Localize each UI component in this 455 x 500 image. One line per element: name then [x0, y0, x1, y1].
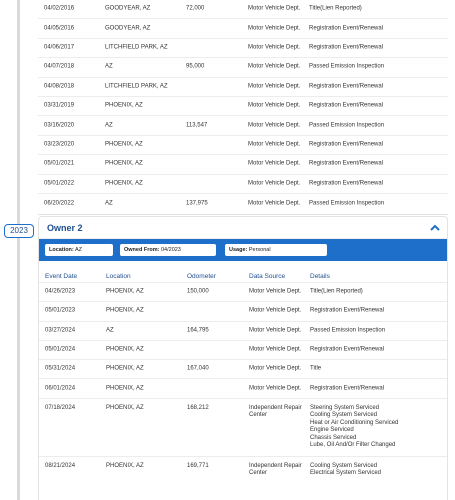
event-date: 05/01/2023	[45, 307, 76, 314]
event-detail-line: Registration Event/Renewal	[310, 384, 385, 391]
owner-2-card	[38, 216, 448, 500]
event-date: 05/01/2024	[45, 346, 76, 353]
event-source-line: Motor Vehicle Dept.	[249, 346, 302, 353]
event-source-line: Motor Vehicle Dept.	[249, 307, 302, 314]
event-location: AZ	[106, 326, 114, 333]
table-row	[38, 0, 448, 19]
event-source-line: Motor Vehicle Dept.	[249, 384, 302, 391]
event-date: 04/08/2018	[44, 83, 75, 89]
table-row	[39, 302, 447, 321]
owner-2-history-table	[39, 283, 447, 487]
year-badge: 2023	[4, 224, 34, 238]
table-row	[39, 322, 447, 341]
event-source: Motor Vehicle Dept.	[248, 199, 301, 206]
table-row	[39, 457, 447, 487]
event-details: Passed Emission Inspection	[309, 121, 385, 128]
event-location: GOODYEAR, AZ	[105, 5, 151, 12]
event-source	[249, 366, 301, 374]
table-row	[38, 175, 448, 194]
event-detail-line: Cooling System Serviced	[310, 412, 378, 419]
event-odometer: 164,795	[187, 326, 209, 333]
table-row	[39, 399, 447, 457]
event-source	[249, 405, 302, 420]
event-source: Motor Vehicle Dept.	[248, 5, 301, 12]
event-date: 05/01/2021	[44, 160, 75, 167]
table-row	[38, 39, 448, 58]
event-source-line: Independent Repair	[249, 462, 302, 469]
event-source: Motor Vehicle Dept.	[248, 141, 301, 148]
event-date: 08/21/2024	[45, 462, 76, 469]
owner-info-bar	[39, 239, 447, 261]
event-detail-line: Passed Emission Inspection	[310, 326, 386, 333]
event-location: PHOENIX, AZ	[105, 141, 143, 148]
event-details	[310, 385, 384, 393]
event-source: Motor Vehicle Dept.	[248, 63, 301, 70]
event-location: LITCHFIELD PARK, AZ	[105, 83, 168, 89]
event-date: 04/05/2016	[44, 24, 75, 31]
event-detail-line: Heat or Air Conditioning Serviced	[310, 419, 399, 426]
event-source	[249, 346, 301, 354]
event-details: Registration Event/Renewal	[309, 24, 384, 31]
table-row	[38, 155, 448, 174]
event-date: 04/02/2016	[44, 5, 75, 12]
event-location: PHOENIX, AZ	[106, 288, 144, 295]
col-header-odometer: Odometer	[187, 273, 216, 280]
event-source-line: Independent Repair	[249, 404, 302, 411]
event-details: Registration Event/Renewal	[309, 83, 384, 89]
event-details	[310, 327, 385, 335]
event-detail-line: Engine Serviced	[310, 427, 354, 434]
event-detail-line: Steering System Serviced	[310, 404, 380, 411]
event-source	[249, 308, 301, 316]
event-date: 03/31/2019	[44, 102, 75, 109]
event-details	[310, 405, 398, 450]
table-row	[38, 97, 448, 116]
event-source: Motor Vehicle Dept.	[248, 179, 301, 186]
event-location: PHOENIX, AZ	[106, 462, 144, 469]
event-source: Motor Vehicle Dept.	[248, 160, 301, 167]
event-detail-line: Chassis Serviced	[310, 434, 357, 441]
event-details: Registration Event/Renewal	[309, 160, 384, 167]
event-location: PHOENIX, AZ	[105, 102, 143, 109]
event-location: PHOENIX, AZ	[106, 404, 144, 411]
table-row	[38, 78, 448, 97]
event-date: 04/06/2017	[44, 44, 75, 51]
event-odometer: 150,000	[187, 288, 209, 295]
event-details	[310, 288, 363, 296]
table-row	[39, 360, 447, 379]
event-detail-line: Lube, Oil And/Or Filter Changed	[310, 442, 396, 449]
event-details: Passed Emission Inspection	[309, 199, 385, 206]
event-date: 03/16/2020	[44, 121, 75, 128]
event-details: Passed Emission Inspection	[309, 63, 385, 70]
table-row	[39, 379, 447, 398]
col-header-details: Details	[310, 273, 330, 280]
event-date: 04/07/2018	[44, 63, 75, 70]
event-date: 04/26/2023	[45, 288, 76, 295]
event-source: Motor Vehicle Dept.	[248, 121, 301, 128]
event-location: AZ	[105, 199, 113, 206]
event-detail-line: Cooling System Serviced	[310, 462, 378, 469]
event-location: PHOENIX, AZ	[106, 384, 144, 391]
event-odometer: 95,000	[186, 63, 205, 70]
event-source	[249, 288, 301, 296]
event-detail-line: Title	[310, 365, 322, 372]
event-location: LITCHFIELD PARK, AZ	[105, 44, 168, 51]
owner-1-history-table	[38, 0, 448, 215]
event-source: Motor Vehicle Dept.	[248, 44, 301, 51]
event-source-line: Motor Vehicle Dept.	[249, 365, 302, 372]
event-detail-line: Registration Event/Renewal	[310, 307, 385, 314]
event-date: 03/23/2020	[44, 141, 75, 148]
table-row	[38, 116, 448, 135]
col-header-source: Data Source	[249, 273, 286, 280]
owner-2-column-headers	[39, 261, 447, 283]
location-pill: Location: AZ	[45, 244, 113, 256]
owner-2-header[interactable]	[39, 217, 447, 239]
event-source	[249, 385, 301, 393]
event-odometer: 137,975	[186, 199, 208, 206]
event-details: Registration Event/Renewal	[309, 44, 384, 51]
event-date: 06/20/2022	[44, 199, 75, 206]
event-location: PHOENIX, AZ	[105, 179, 143, 186]
col-header-location: Location	[106, 273, 131, 280]
event-source	[249, 463, 302, 478]
event-source	[249, 327, 301, 335]
event-detail-line: Title(Lien Reported)	[310, 288, 363, 295]
event-location: PHOENIX, AZ	[106, 365, 144, 372]
table-row	[39, 341, 447, 360]
event-source: Motor Vehicle Dept.	[248, 83, 301, 89]
event-detail-line: Electrical System Serviced	[310, 470, 382, 477]
table-row	[39, 283, 447, 302]
event-odometer: 168,212	[187, 404, 209, 411]
event-details	[310, 346, 384, 354]
col-header-date: Event Date	[45, 273, 78, 280]
event-odometer: 113,547	[186, 121, 208, 128]
event-odometer: 169,771	[187, 462, 209, 469]
event-details: Title(Lien Reported)	[309, 5, 362, 12]
event-date: 06/01/2024	[45, 384, 76, 391]
event-source: Motor Vehicle Dept.	[248, 102, 301, 109]
event-details	[310, 463, 381, 478]
table-row	[38, 19, 448, 38]
event-source-line: Motor Vehicle Dept.	[249, 288, 302, 295]
event-location: AZ	[105, 121, 113, 128]
event-details	[310, 366, 321, 374]
usage-pill: Usage: Personal	[225, 244, 327, 256]
event-location: GOODYEAR, AZ	[105, 24, 151, 31]
event-date: 03/27/2024	[45, 326, 76, 333]
table-row	[38, 194, 448, 213]
chevron-up-icon[interactable]	[429, 223, 441, 233]
event-source-line: Center	[249, 412, 268, 419]
event-location: PHOENIX, AZ	[106, 307, 144, 314]
event-details: Registration Event/Renewal	[309, 102, 384, 109]
event-source-line: Motor Vehicle Dept.	[249, 326, 302, 333]
event-location: AZ	[105, 63, 113, 70]
table-row	[38, 58, 448, 77]
event-date: 07/18/2024	[45, 404, 76, 411]
event-location: PHOENIX, AZ	[105, 160, 143, 167]
event-detail-line: Registration Event/Renewal	[310, 346, 385, 353]
event-date: 05/31/2024	[45, 365, 76, 372]
event-odometer: 72,000	[186, 5, 205, 12]
event-details	[310, 308, 384, 316]
owner-title: Owner 2	[47, 223, 83, 233]
event-details: Registration Event/Renewal	[309, 179, 384, 186]
event-location: PHOENIX, AZ	[106, 346, 144, 353]
timeline-line	[17, 0, 20, 500]
event-source-line: Center	[249, 470, 268, 477]
event-odometer: 167,040	[187, 365, 209, 372]
table-row	[38, 136, 448, 155]
event-details: Registration Event/Renewal	[309, 141, 384, 148]
event-date: 05/01/2022	[44, 179, 75, 186]
event-source: Motor Vehicle Dept.	[248, 24, 301, 31]
owned-from-pill: Owned From: 04/2023	[120, 244, 216, 256]
